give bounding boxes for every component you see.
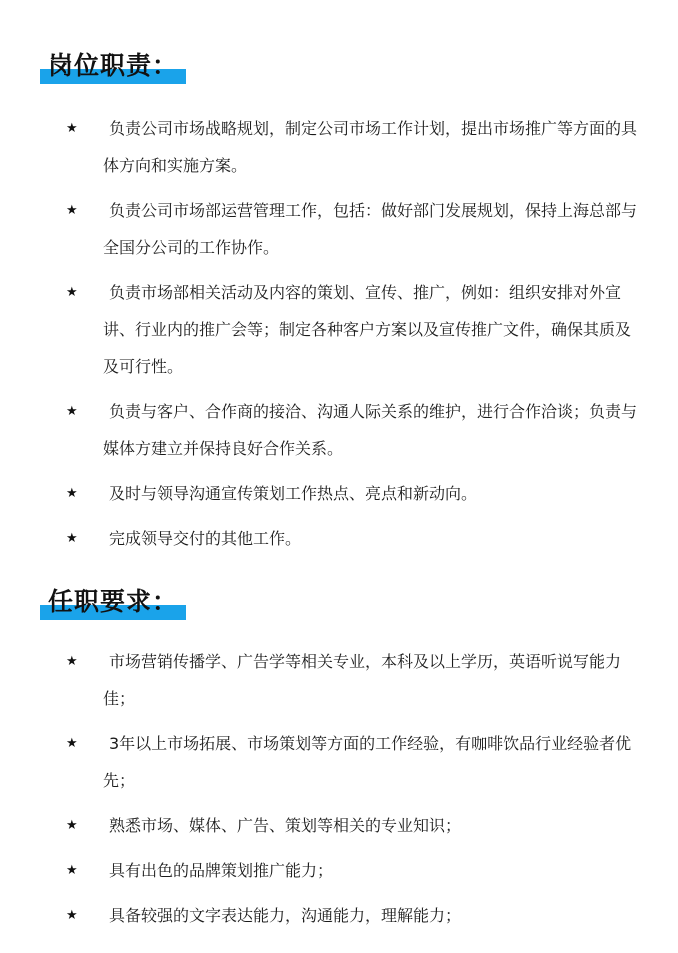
list-item bbox=[0, 393, 678, 467]
star-bullet-icon: ★ bbox=[66, 908, 78, 923]
list-item-text: 具备较强的文字表达能力，沟通能力，理解能力； bbox=[109, 906, 462, 925]
list-item-text: 及时与领导沟通宣传策划工作热点、亮点和新动向。 bbox=[109, 484, 478, 503]
requirements-title: 任职要求： bbox=[48, 587, 179, 616]
star-bullet-icon: ★ bbox=[66, 863, 78, 878]
list-item bbox=[0, 192, 678, 266]
list-item bbox=[0, 725, 678, 799]
duties-title: 岗位职责： bbox=[48, 51, 179, 80]
list-item-text: 完成领导交付的其他工作。 bbox=[109, 529, 302, 548]
list-item bbox=[0, 110, 678, 184]
list-item-text: 负责市场部相关活动及内容的策划、宣传、推广，例如：组织安排对外宣讲、行业内的推广会等；制定各种客户方案以及宣传推广文件，确保其质及及可行性。 bbox=[103, 283, 632, 376]
star-bullet-icon: ★ bbox=[66, 203, 78, 218]
star-bullet-icon: ★ bbox=[66, 121, 78, 136]
requirements-heading bbox=[40, 584, 178, 620]
star-bullet-icon: ★ bbox=[66, 531, 78, 546]
list-item-text: 负责公司市场部运营管理工作，包括：做好部门发展规划，保持上海总部与全国分公司的工作协作。 bbox=[103, 201, 638, 257]
list-item-text: 市场营销传播学、广告学等相关专业，本科及以上学历，英语听说写能力佳； bbox=[103, 652, 622, 708]
duties-heading bbox=[40, 48, 178, 84]
list-item bbox=[0, 643, 678, 717]
list-item-text: 具有出色的品牌策划推广能力； bbox=[109, 861, 334, 880]
duties-list bbox=[0, 110, 678, 565]
star-bullet-icon: ★ bbox=[66, 818, 78, 833]
star-bullet-icon: ★ bbox=[66, 736, 78, 751]
requirements-list bbox=[0, 643, 678, 942]
list-item bbox=[0, 520, 678, 557]
list-item-text: 负责与客户、合作商的接洽、沟通人际关系的维护，进行合作洽谈；负责与媒体方建立并保持良好合作关系。 bbox=[103, 402, 638, 458]
list-item bbox=[0, 807, 678, 844]
list-item-text: 负责公司市场战略规划，制定公司市场工作计划，提出市场推广等方面的具体方向和实施方案。 bbox=[103, 119, 638, 175]
star-bullet-icon: ★ bbox=[66, 404, 78, 419]
list-item-text: 熟悉市场、媒体、广告、策划等相关的专业知识； bbox=[109, 816, 462, 835]
list-item bbox=[0, 897, 678, 934]
list-item bbox=[0, 852, 678, 889]
star-bullet-icon: ★ bbox=[66, 285, 78, 300]
list-item bbox=[0, 274, 678, 385]
list-item bbox=[0, 475, 678, 512]
star-bullet-icon: ★ bbox=[66, 654, 78, 669]
list-item-text: 3年以上市场拓展、市场策划等方面的工作经验，有咖啡饮品行业经验者优先； bbox=[103, 734, 632, 790]
star-bullet-icon: ★ bbox=[66, 486, 78, 501]
